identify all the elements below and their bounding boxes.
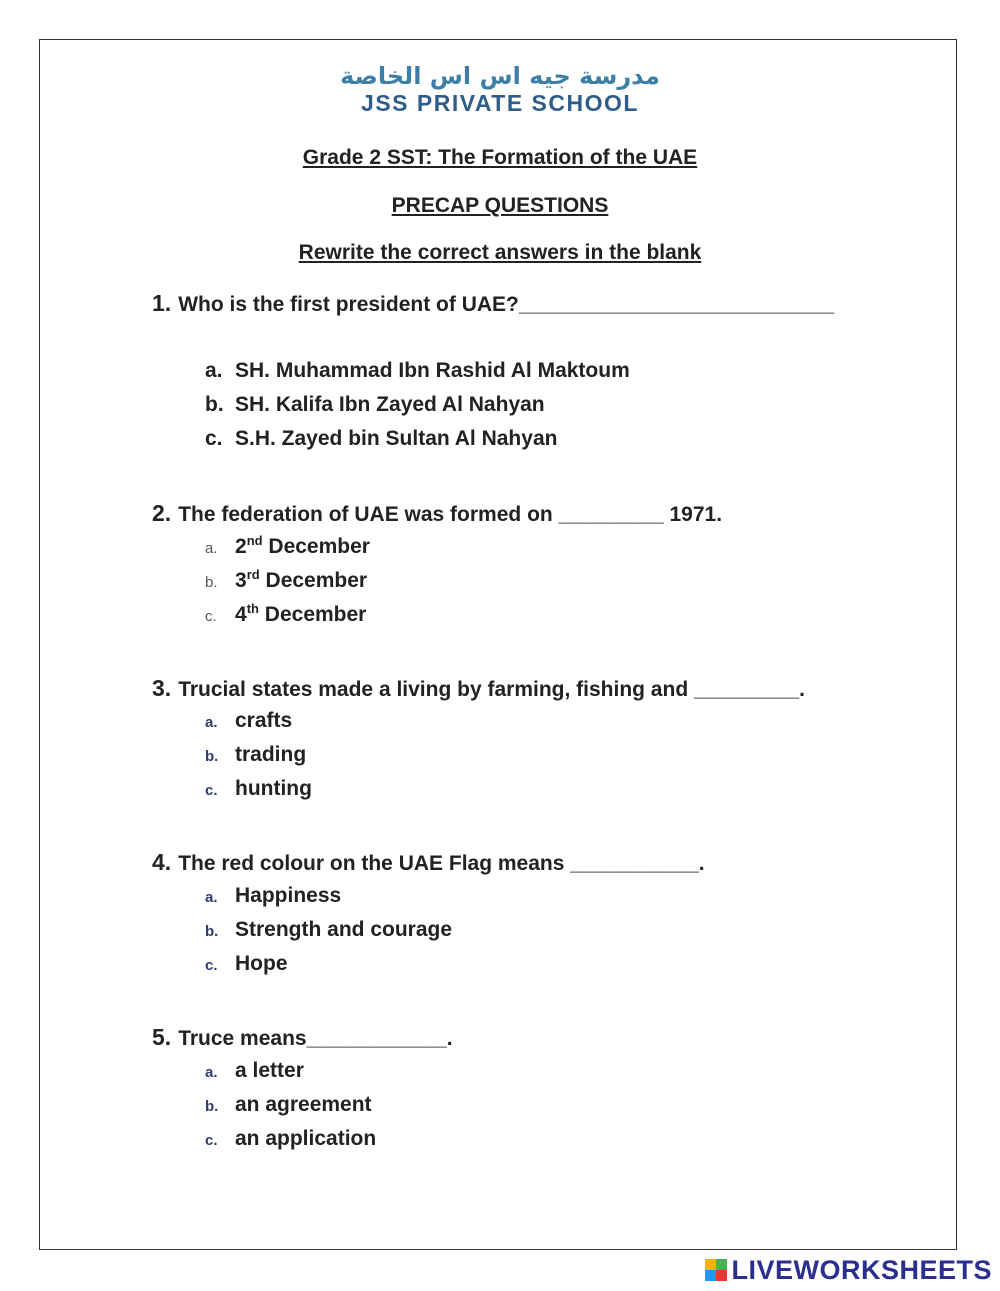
option-letter: c. [205, 782, 218, 799]
question-3 [152, 675, 805, 702]
option-text: Hope [235, 952, 288, 975]
worksheet-title: Grade 2 SST: The Formation of the UAE [302, 146, 698, 169]
option-text: an agreement [235, 1093, 372, 1116]
question-number: 2. [152, 500, 172, 526]
option-text: trading [235, 743, 307, 766]
option-letter: a. [205, 540, 218, 557]
option-letter: b. [205, 923, 219, 940]
ordinal-suffix: th [246, 601, 259, 616]
option-1a[interactable] [205, 359, 630, 383]
option-number: 4 [235, 603, 247, 626]
option-letter: b. [205, 748, 219, 765]
option-letter: b. [205, 1098, 219, 1115]
option-text: SH. Muhammad Ibn Rashid Al Maktoum [235, 359, 630, 382]
option-text: SH. Kalifa Ibn Zayed Al Nahyan [235, 393, 545, 416]
option-letter: c. [205, 427, 223, 450]
question-5 [152, 1024, 453, 1051]
option-letter: a. [205, 714, 218, 731]
option-letter: b. [205, 574, 218, 591]
option-text: Happiness [235, 884, 342, 907]
liveworksheets-watermark [705, 1255, 992, 1285]
watermark-text: LIVEWORKSHEETS [731, 1254, 992, 1285]
question-number: 5. [152, 1024, 172, 1050]
school-name-arabic: مدرسة جيه اس اس الخاصة [340, 62, 660, 90]
option-number: 3 [235, 569, 247, 592]
question-number: 3. [152, 675, 172, 701]
option-letter: a. [205, 889, 218, 906]
option-number: 2 [235, 535, 247, 558]
worksheet-subtitle: PRECAP QUESTIONS [391, 194, 609, 217]
question-text: Who is the first president of UAE?___________________________ [178, 293, 835, 316]
option-text: an application [235, 1127, 377, 1150]
question-4 [152, 849, 705, 876]
question-text: Trucial states made a living by farming, fishing and _________. [178, 678, 805, 701]
option-2b[interactable] [205, 569, 367, 593]
option-text: December [259, 569, 368, 592]
option-letter: a. [205, 359, 223, 382]
liveworksheets-logo-icon [705, 1259, 727, 1281]
question-text: Truce means____________. [178, 1027, 453, 1050]
option-4b[interactable] [205, 918, 452, 942]
option-letter: b. [205, 393, 224, 416]
option-text: S.H. Zayed bin Sultan Al Nahyan [235, 427, 558, 450]
option-letter: a. [205, 1064, 218, 1081]
option-1b[interactable] [205, 393, 545, 417]
option-text: Strength and courage [235, 918, 453, 941]
ordinal-suffix: nd [246, 533, 263, 548]
page-border [39, 39, 957, 1250]
question-number: 4. [152, 849, 172, 875]
question-1 [152, 290, 834, 317]
option-2c[interactable] [205, 603, 366, 627]
question-number: 1. [152, 290, 172, 316]
option-text: December [262, 535, 370, 558]
option-4c[interactable] [205, 952, 288, 976]
ordinal-suffix: rd [246, 567, 260, 582]
option-letter: c. [205, 1132, 218, 1149]
option-text: crafts [235, 709, 293, 732]
option-3a[interactable] [205, 709, 292, 733]
option-1c[interactable] [205, 427, 557, 451]
question-text: The red colour on the UAE Flag means ___________. [178, 852, 705, 875]
option-text: December [258, 603, 367, 626]
question-2 [152, 500, 722, 527]
option-text: a letter [235, 1059, 304, 1082]
option-2a[interactable] [205, 535, 370, 559]
option-letter: c. [205, 957, 218, 974]
school-name-english: JSS PRIVATE SCHOOL [361, 90, 639, 116]
option-5a[interactable] [205, 1059, 304, 1083]
question-text: The federation of UAE was formed on _________ 1971. [178, 503, 723, 526]
option-5c[interactable] [205, 1127, 376, 1151]
instruction: Rewrite the correct answers in the blank [298, 241, 702, 264]
option-letter: c. [205, 608, 217, 625]
option-4a[interactable] [205, 884, 341, 908]
option-3c[interactable] [205, 777, 312, 801]
option-text: hunting [235, 777, 312, 800]
option-5b[interactable] [205, 1093, 372, 1117]
option-3b[interactable] [205, 743, 306, 767]
